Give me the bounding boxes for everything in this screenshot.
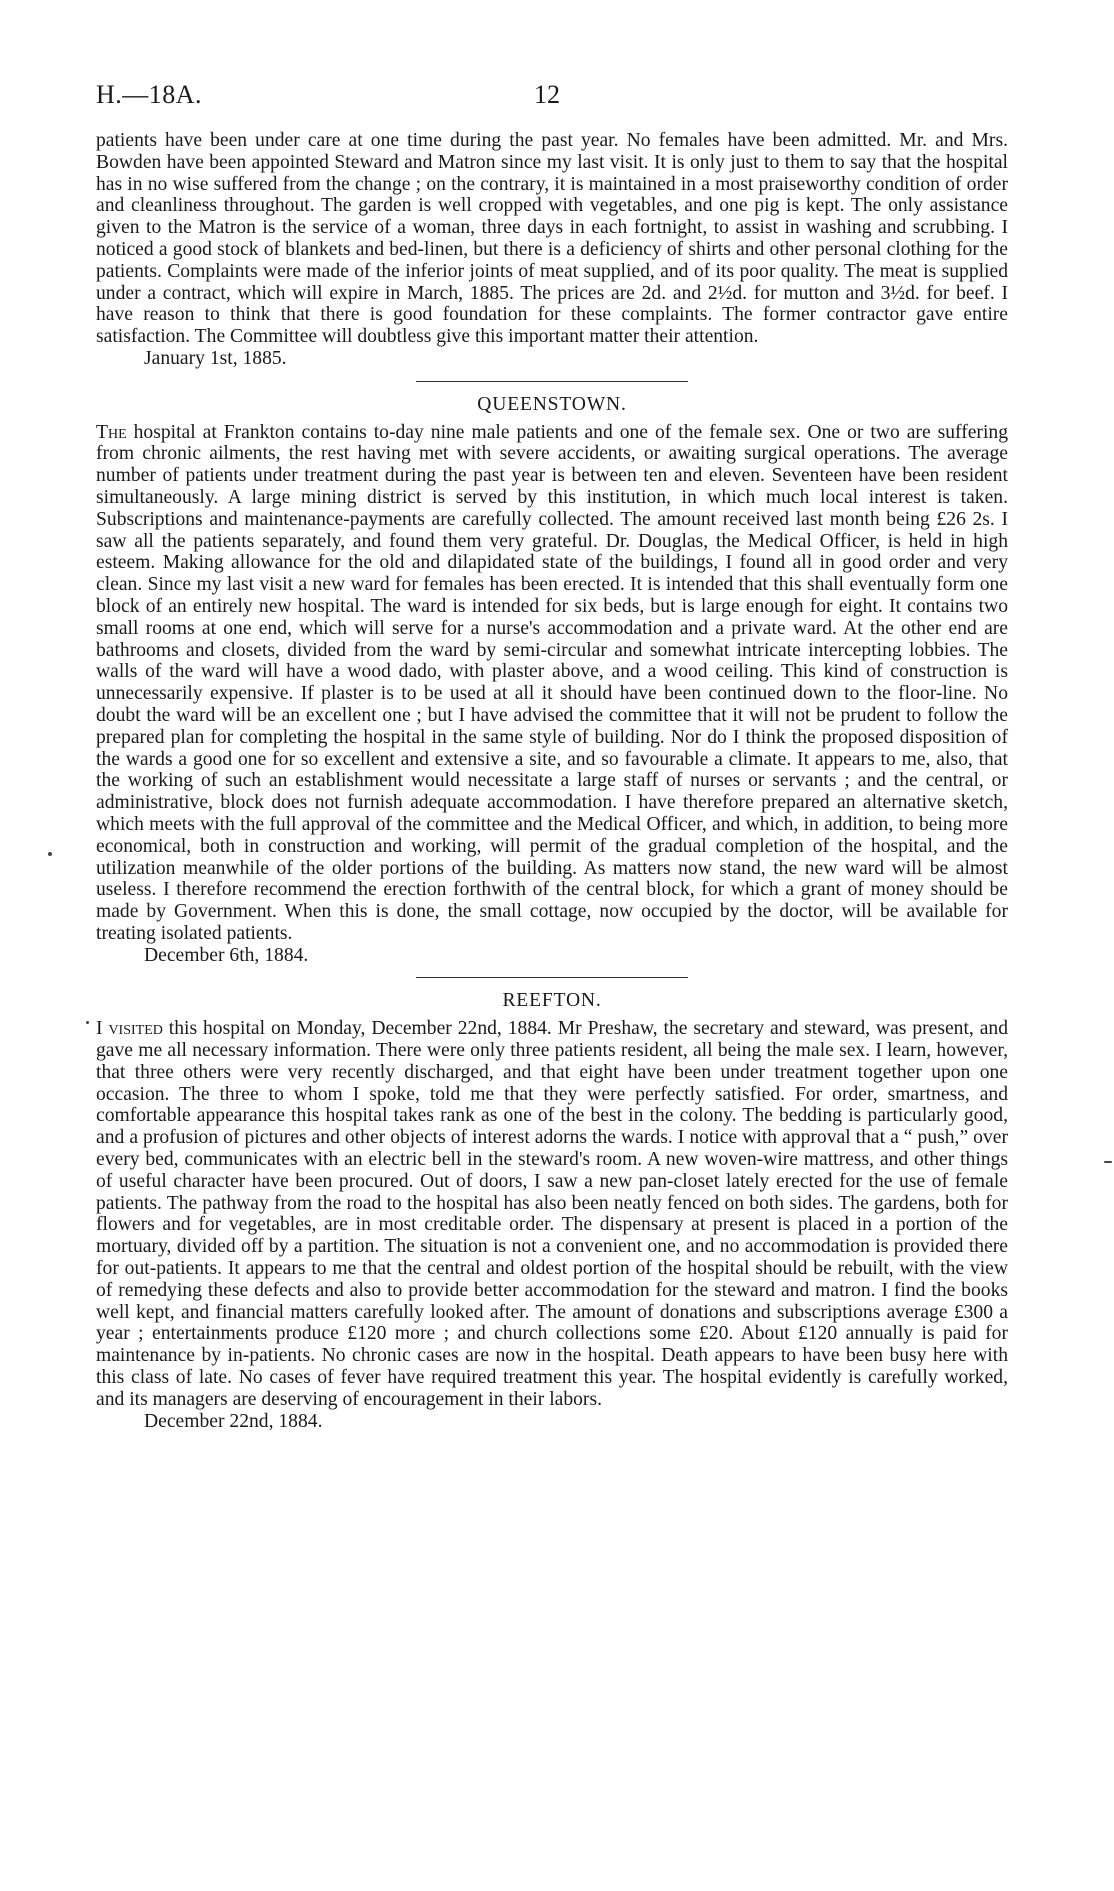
scan-speck [48, 852, 52, 856]
reefton-body-text: this hospital on Monday, December 22nd, 1884. Mr Preshaw, the secretary and steward, was present, and gave me all necessary information. There were only three patients resident, all being the male sex. I learn, however, that three others were very recently discharged, and that eight have been under treatment together upon one occasion. The three to whom I spoke, told me that they were perfectly satisfied. For order, smartness, and comfortable appearance this hospital takes rank as one of the best in the colony. The bedding is particularly good, and a profusion of pictures and other objects of interest adorns the wards. I notice with approval that a “ push,” over every bed, communicates with an electric bell in the steward's room. A new woven-wire mattress, and other things of useful character have been procured. Out of doors, I saw a new pan-closet lately erected for the use of female patients. The pathway from the road to the hospital has also been neatly fenced on both sides. The gardens, both for flowers and for vegetables, are in most creditable order. The dispensary at present is placed in a portion of the mortuary, divided off by a partition. The situation is not a convenient one, and no accommodation is provided there for out-patients. It appears to me that the central and oldest portion of the hospital should be rebuilt, with the view of remedying these defects and also to provide better accommodation for the steward and matron. I find the books well kept, and financial matters carefully looked after. The amount of donations and subscriptions average £300 a year ; entertainments produce £120 more ; and church collections some £20. About £120 annually is paid for maintenance by in-patients. No chronic cases are now in the hospital. Death appears to have been busy here with this class of late. No cases of fever have required treatment this year. The hospital evidently is carefully worked, and its managers are deserving of encouragement in their labors. [96, 1018, 1008, 1410]
queenstown-body-text: hospital at Frankton contains to-day nine male patients and one of the female sex. One or two are suffering from chronic ailments, the rest having met with severe accidents, or awaiting surgical operations. The average number of patients under treatment during the past year is between ten and eleven. Seventeen have been resident simultaneously. A large mining district is served by this institution, in which much local interest is taken. Subscriptions and maintenance-payments are carefully collected. The amount received last month being £26 2s. I saw all the patients separately, and found them very grateful. Dr. Douglas, the Medical Officer, is held in high esteem. Making allowance for the old and dilapidated state of the buildings, I found all in good order and very clean. Since my last visit a new ward for females has been erected. It is intended that this shall eventually form one block of an entirely new hospital. The ward is intended for six beds, but is large enough for eight. It contains two small rooms at one end, which will serve for a nurse's accommodation and a private ward. At the other end are bathrooms and closets, divided from the ward by semi-circular and somewhat intricate intercepting lobbies. The walls of the ward will have a wood dado, with plaster above, and a wood ceiling. This kind of construction is unnecessarily expensive. If plaster is to be used at all it should have been continued down to the floor-line. No doubt the ward will be an excellent one ; but I have advised the committee that it will not be prudent to follow the prepared plan for completing the hospital in the same style of building. Nor do I think the proposed disposition of the wards a good one for so excellent and extensive a site, and so favourable a climate. It appears to me, also, that the working of such an establishment would necessitate a large staff of nurses or servants ; and the central, or administrative, block does not furnish adequate accommodation. I have therefore prepared an alternative sketch, which meets with the full approval of the committee and the Medical Officer, and which, in addition, to being more economical, both in construction and working, will permit of the gradual completion of the hospital, and the utilization meanwhile of the older portions of the building. As matters now stand, the new ward will be almost useless. I therefore recommend the erection forthwith of the central block, for which a grant of money should be made by Government. When this is done, the small cottage, now occupied by the doctor, will be available for treating isolated patients. [96, 421, 1008, 944]
intro-date: January 1st, 1885. [144, 347, 287, 369]
page-body [96, 130, 1008, 1432]
section-heading-reefton: REEFTON. [502, 990, 602, 1012]
reefton-lead-word: I visited [96, 1018, 163, 1040]
document-reference: H.—18A. [96, 80, 203, 109]
queenstown-lead-word: The [96, 421, 127, 443]
intro-paragraph: patients have been under care at one time during the past year. No females have been admitted. Mr. and Mrs. Bowden have been appointed Steward and Matron since my last visit. It is only just to them to say that the hospital has in no wise suffered from the change ; on the contrary, it is maintained in a most praiseworthy condition of order and cleanliness throughout. The garden is well cropped with vegetables, and one pig is kept. The only assistance given to the Matron is the service of a woman, three days in each fortnight, to assist in washing and scrubbing. I noticed a good stock of blankets and bed-linen, but there is a deficiency of shirts and other personal clothing for the patients. Complaints were made of the inferior joints of meat supplied, and of its poor quality. The meat is supplied under a contract, which will expire in March, 1885. The prices are 2d. and 2½d. for mutton and 3½d. for beef. I have reason to think that there is good foundation for these complaints. The former contractor gave entire satisfaction. The Committee will doubtless give this important matter their attention. [96, 130, 1008, 348]
scan-speck [86, 1021, 89, 1024]
reefton-paragraph [96, 1018, 1008, 1410]
page-number: 12 [534, 80, 560, 109]
page-header [96, 80, 1016, 116]
section-divider [416, 977, 688, 978]
reefton-date: December 22nd, 1884. [144, 1410, 323, 1432]
scan-speck [1104, 1161, 1112, 1163]
section-heading-queenstown: QUEENSTOWN. [477, 393, 627, 415]
queenstown-paragraph [96, 422, 1008, 945]
section-divider [416, 381, 688, 382]
section-reefton [96, 990, 1008, 1432]
section-queenstown [96, 394, 1008, 967]
queenstown-date: December 6th, 1884. [144, 944, 309, 966]
